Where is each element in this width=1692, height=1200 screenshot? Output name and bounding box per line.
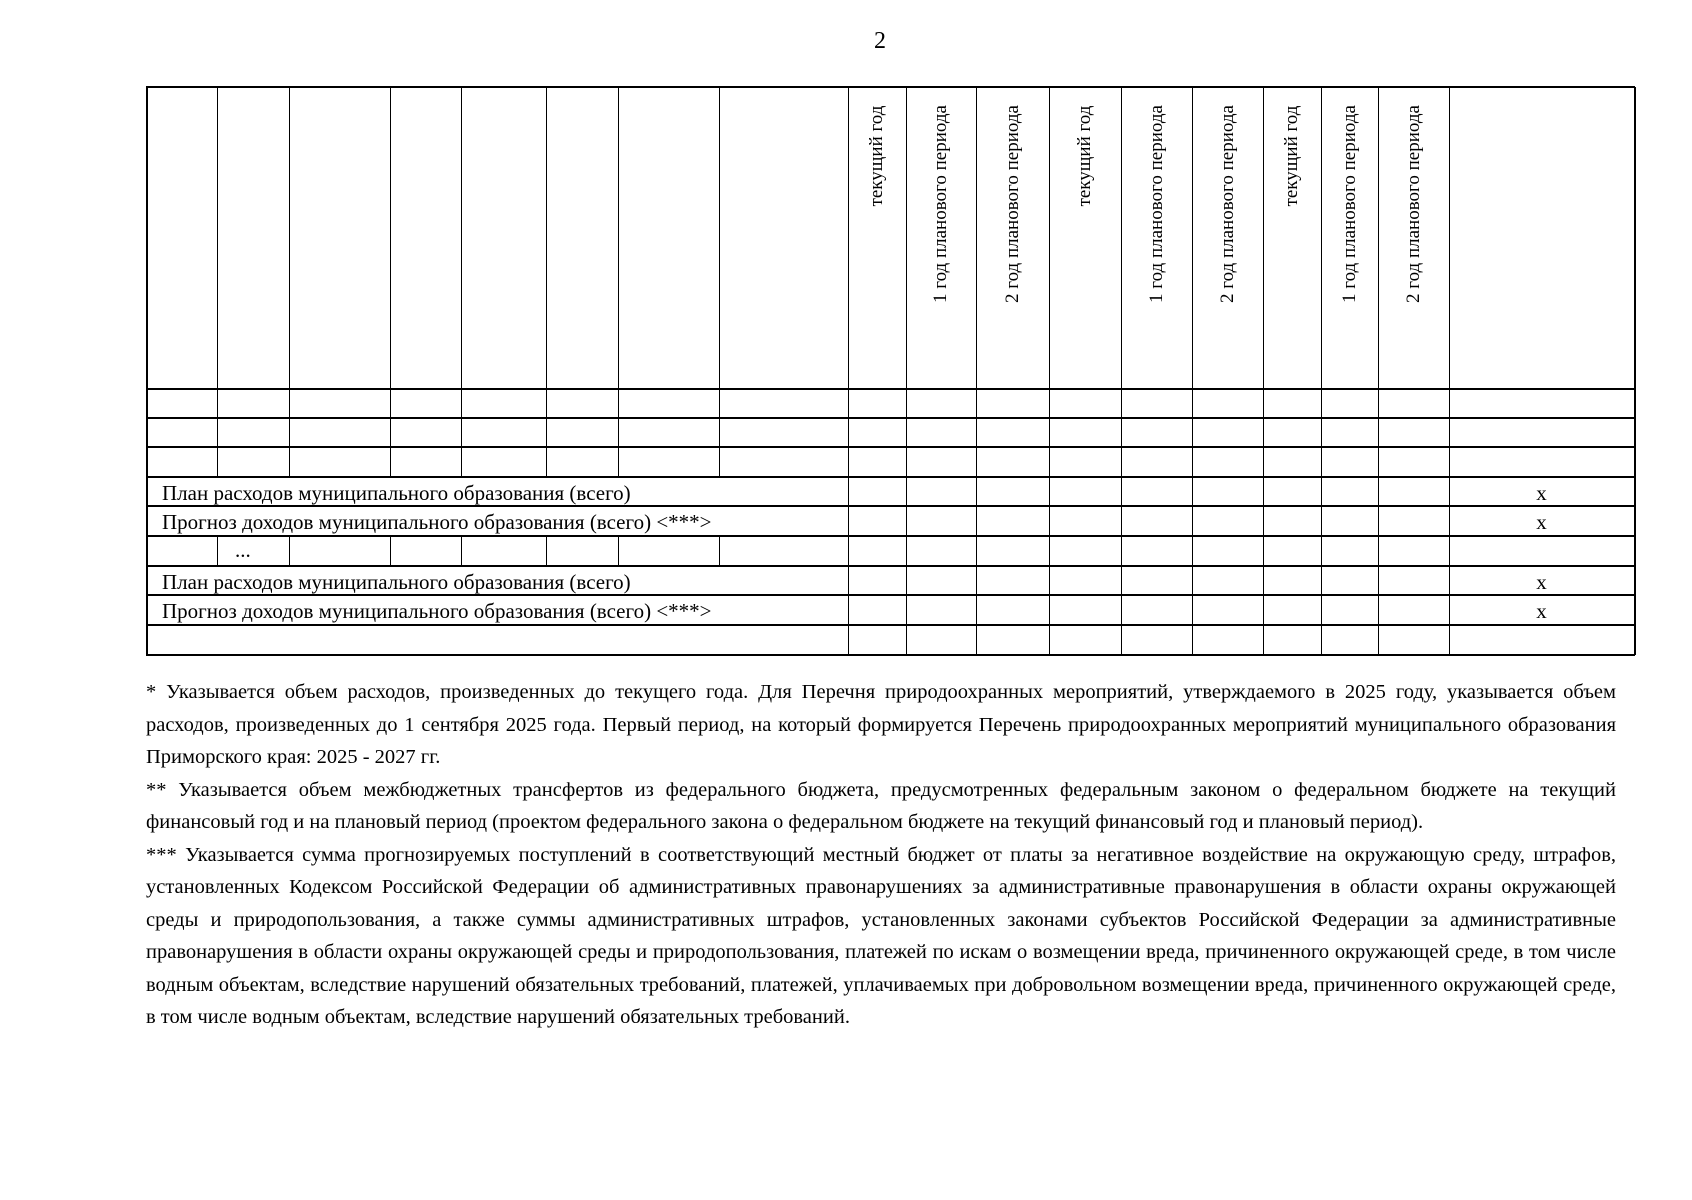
table-column-line (289, 87, 290, 477)
x-mark: x (1536, 481, 1547, 505)
table-column-line (1378, 87, 1379, 655)
ellipsis-cell: ... (235, 538, 251, 562)
x-mark: x (1536, 570, 1547, 594)
row-label: Прогноз доходов муниципального образования (всего) <***> (162, 599, 712, 623)
table-row-line (146, 86, 1635, 88)
table-column-line (390, 536, 391, 566)
row-label: План расходов муниципального образования (всего) (162, 570, 631, 594)
page-number: 2 (874, 28, 886, 54)
table-column-line (719, 87, 720, 477)
table-row-line (146, 505, 1635, 507)
table-column-line (719, 536, 720, 566)
column-header: 1 год планового периода (1338, 105, 1360, 303)
table-row-line (146, 417, 1635, 419)
table-column-line (546, 536, 547, 566)
table-column-line (461, 536, 462, 566)
x-mark: x (1536, 599, 1547, 623)
column-header: текущий год (866, 105, 887, 206)
column-header: текущий год (1281, 105, 1302, 206)
column-header: 2 год планового периода (1402, 105, 1424, 303)
table-column-line (217, 536, 218, 566)
column-header: 2 год планового периода (1001, 105, 1023, 303)
column-header: 1 год планового периода (1145, 105, 1167, 303)
column-header: 2 год планового периода (1216, 105, 1238, 303)
table-row-line (146, 594, 1635, 596)
table-column-line (461, 87, 462, 477)
table-row-line (146, 388, 1635, 390)
table-row-line (146, 565, 1635, 567)
table-row-line (146, 535, 1635, 537)
table-row-line (146, 476, 1635, 478)
table-column-line (618, 536, 619, 566)
table-column-line (146, 87, 148, 655)
table-column-line (1634, 87, 1636, 655)
table-row-line (146, 654, 1635, 656)
table-column-line (1321, 87, 1322, 655)
table-column-line (1192, 87, 1193, 655)
table-column-line (1263, 87, 1264, 655)
x-mark: x (1536, 510, 1547, 534)
footnotes (146, 676, 1616, 1034)
footnote-1: * Указывается объем расходов, произведенных до текущего года. Для Перечня природоохранных мероприятий, утверждаемого в 2025 году, указывается объем расходов, произведенных до 1 сентября 2025 года. Первый период, на который формируется Перечень природоохранных мероприятий муниципального образования Приморского края: 2025 - 2027 гг. (146, 681, 1616, 768)
table-column-line (390, 87, 391, 477)
table-column-line (546, 87, 547, 477)
table-column-line (1049, 87, 1050, 655)
table-column-line (906, 87, 907, 655)
table-column-line (1121, 87, 1122, 655)
table-row-line (146, 446, 1635, 448)
footnote-2: ** Указывается объем межбюджетных трансфертов из федерального бюджета, предусмотренных федеральным законом о федеральном бюджете на текущий финансовый год и на плановый период (проектом федерального закона о федеральном бюджете на текущий финансовый год и плановый период). (146, 778, 1616, 833)
table-column-line (848, 87, 849, 655)
table-column-line (1449, 87, 1450, 655)
table-column-line (289, 536, 290, 566)
footnote-3: *** Указывается сумма прогнозируемых поступлений в соответствующий местный бюджет от платы за негативное воздействие на окружающую среду, штрафов, установленных Кодексом Российской Федерации об административных правонарушениях за административные правонарушения в области охраны окружающей среды и природопользования, а также суммы административных штрафов, установленных законами субъектов Российской Федерации за административные правонарушения в области охраны окружающей среды и природопользования, платежей по искам о возмещении вреда, причиненного окружающей среде, в том числе водным объектам, вследствие нарушений обязательных требований, платежей, уплачиваемых при добровольном возмещении вреда, причиненного окружающей среде, в том числе водным объектам, вследствие нарушений обязательных требований. (146, 843, 1616, 1028)
table-column-line (618, 87, 619, 477)
table-column-line (976, 87, 977, 655)
table-column-line (217, 87, 218, 477)
table-row-line (146, 624, 1635, 626)
row-label: План расходов муниципального образования (всего) (162, 481, 631, 505)
column-header: 1 год планового периода (930, 105, 951, 303)
row-label: Прогноз доходов муниципального образования (всего) <***> (162, 510, 712, 534)
column-header: текущий год (1074, 105, 1095, 206)
